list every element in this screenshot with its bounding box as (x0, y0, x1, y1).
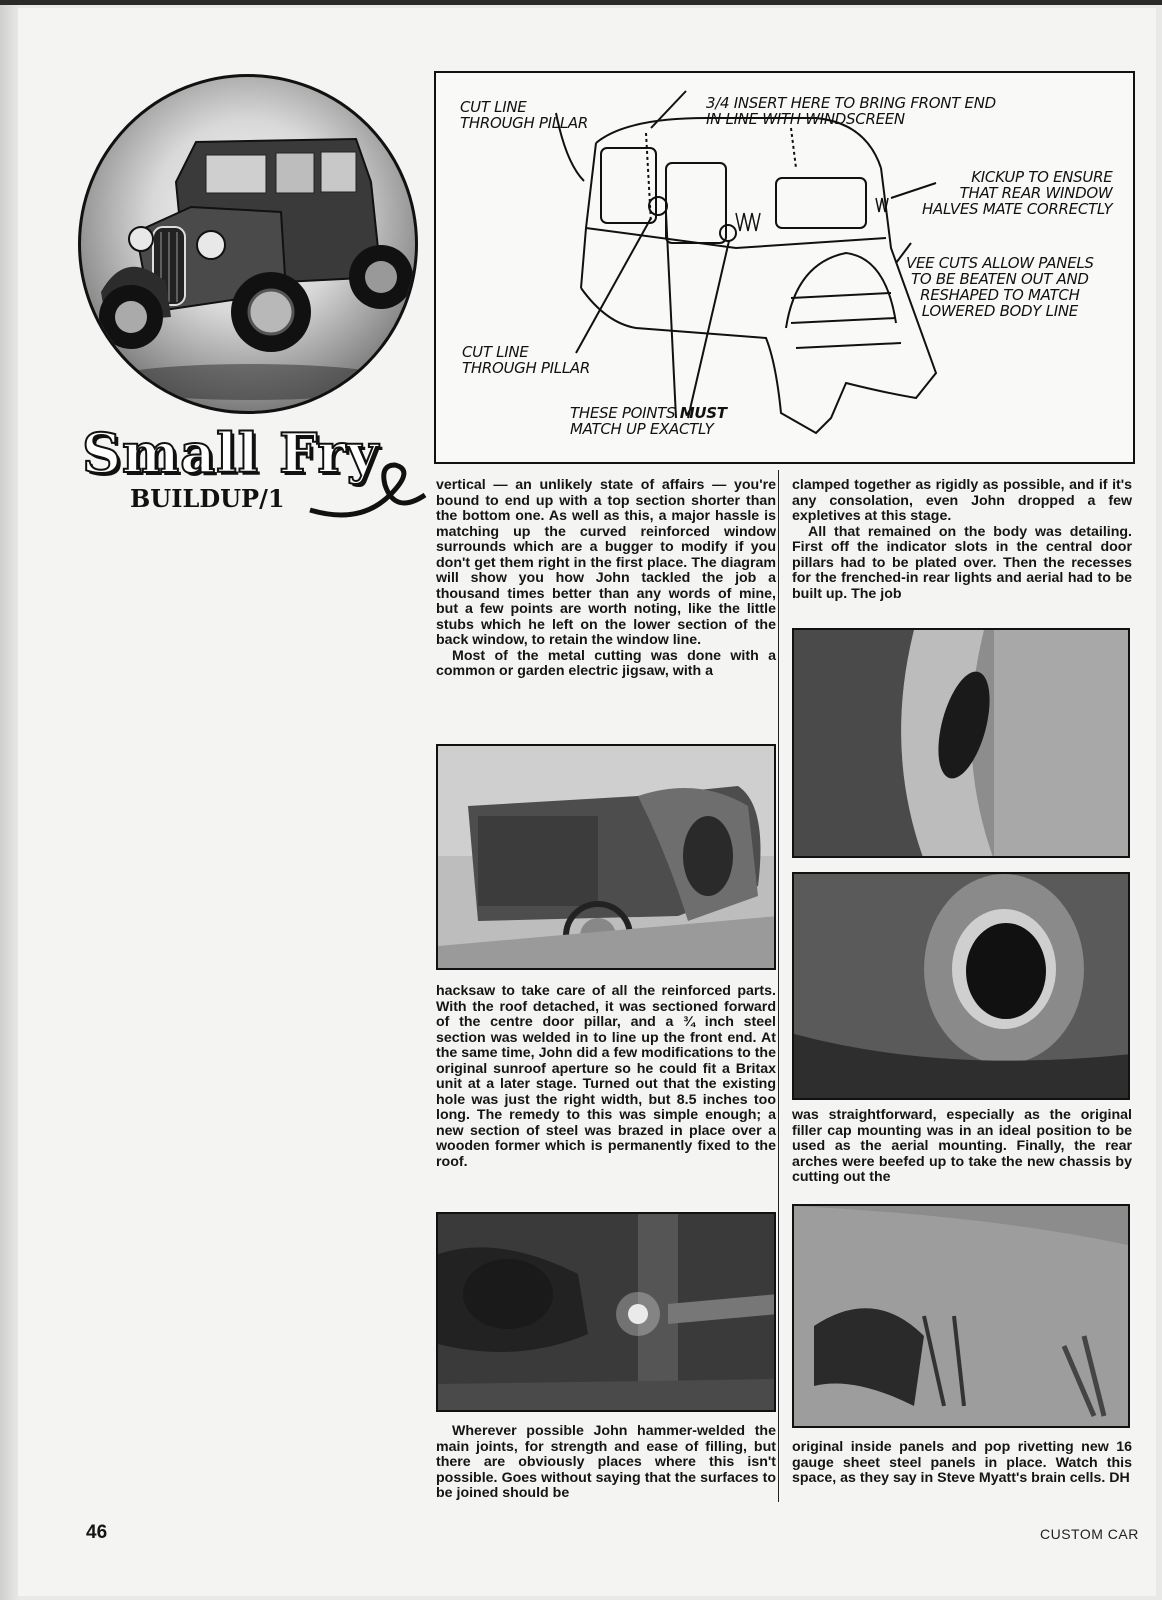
label-match-bold: MUST (679, 404, 727, 422)
page-number: 46 (86, 1522, 108, 1543)
column2-block1 (792, 478, 1132, 602)
label-cut-line-bottom: CUT LINE THROUGH PILLAR (462, 343, 590, 377)
label-match-post: MATCH UP EXACTLY (570, 420, 714, 438)
column2-paragraph: original inside panels and pop rivetting new 16 gauge sheet steel panels in place. Watch this space, as they say in Steve Myatt's brain cells. DH (792, 1439, 1132, 1486)
photo-rear-arch (792, 1204, 1130, 1428)
feature-subtitle: BUILDUP/1 (130, 484, 285, 513)
column1-paragraph: vertical — an unlikely state of affairs — you're bound to end up with a top section shorter than the bottom one. As well as this, a major hassle is matching up the curved reinforced window surrounds which are a bugger to modify if you don't get them right in the first place. The diagram will show you how John tackled the job a thousand times better than any words of mine, but a few points are worth noting, like the little stubs which he left on the lower section of the back window, to retain the window line. (436, 477, 776, 648)
column2-paragraph: clamped together as rigidly as possible, and if it's any consolation, even John dropped a few expletives at this stage. (792, 477, 1132, 524)
label-insert-here: 3/4 INSERT HERE TO BRING FRONT END IN LINE WITH WINDSCREEN (706, 94, 996, 128)
car-illustration (81, 77, 418, 414)
label-match-points (570, 405, 727, 437)
photo-image (438, 746, 776, 970)
label-kickup: KICKUP TO ENSURE THAT REAR WINDOW HALVES MATE CORRECTLY (922, 168, 1113, 218)
column-divider (778, 470, 779, 1502)
column2-block3 (792, 1440, 1132, 1487)
photo-body-on-stands (436, 744, 776, 970)
feature-title: Small Fry (82, 421, 380, 485)
label-vee-cuts: VEE CUTS ALLOW PANELS TO BE BEATEN OUT AND RESHAPED TO MATCH LOWERED BODY LINE (906, 254, 1094, 320)
page-edge-shadow (0, 0, 20, 1600)
photo-rear-light-recess (792, 628, 1130, 858)
photo-image (794, 630, 1130, 858)
body-modification-diagram (434, 71, 1135, 464)
photo-image (794, 1206, 1130, 1428)
column1-paragraph: hacksaw to take care of all the reinforced parts. With the roof detached, it was sectioned forward of the centre door pillar, and a ¾ inch steel section was welded in to line up the front end. At the same time, John did a few modifications to the original sunroof aperture so he could fit a Britax unit at a later stage. Turned out that the existing hole was just the right width, but 8.5 inches too long. The remedy to this was simple enough; a new section of steel was brazed in place over a wooden former which is permanently fixed to the roof. (436, 983, 776, 1170)
column1-paragraph: Wherever possible John hammer-welded the main joints, for strength and ease of filling, but there are obviously places where this isn't possible. Goes without saying that the surfaces to be joined should be (436, 1423, 776, 1501)
label-cut-line-top: CUT LINE THROUGH PILLAR (460, 98, 588, 132)
photo-aerial-mounting (792, 872, 1130, 1100)
column1-block1 (436, 478, 776, 680)
top-border (0, 0, 1162, 5)
column1-block2 (436, 984, 776, 1170)
column2-paragraph: All that remained on the body was detailing. First off the indicator slots in the central door pillars had to be plated over. Then the recesses for the frenched-in rear lights and aerial had to be built up. The job (792, 523, 1132, 602)
column1-block3 (436, 1424, 776, 1502)
column2-block2 (792, 1108, 1132, 1186)
column1-paragraph: Most of the metal cutting was done with a common or garden electric jigsaw, with a (436, 647, 776, 679)
car-roundel-photo (78, 74, 418, 414)
magazine-name: CUSTOM CAR (1040, 1526, 1139, 1542)
title-swash-ornament (300, 440, 430, 530)
photo-image (438, 1214, 776, 1412)
column2-paragraph: was straightforward, especially as the original filler cap mounting was in an ideal position to be used as the aerial mounting. Finally, the rear arches were beefed up to take the new chassis by cutting out the (792, 1107, 1132, 1185)
photo-welding (436, 1212, 776, 1412)
label-match-pre: THESE POINTS (570, 404, 680, 422)
photo-image (794, 874, 1130, 1100)
